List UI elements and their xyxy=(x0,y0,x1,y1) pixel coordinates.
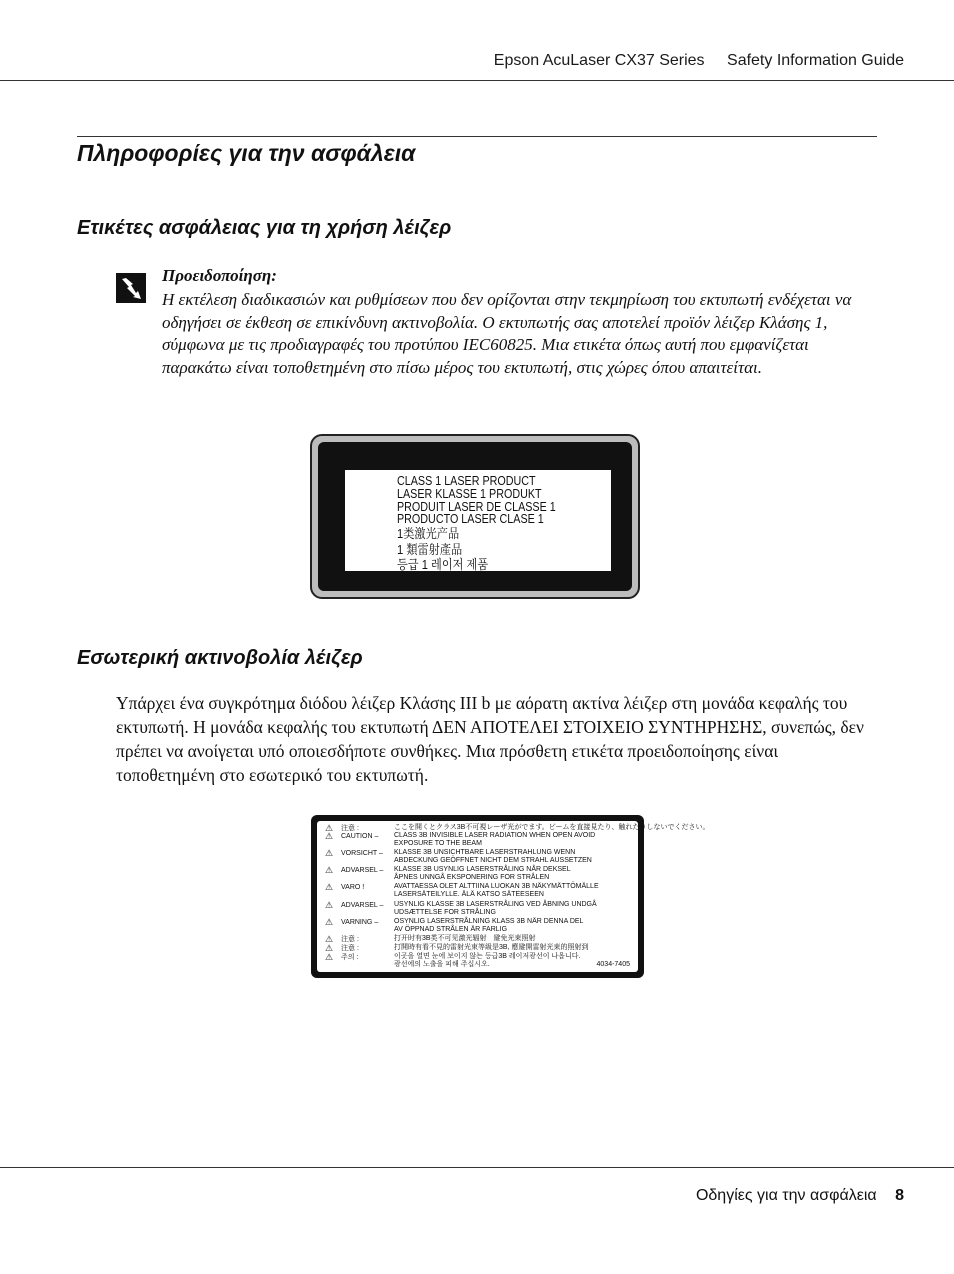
label-text-panel xyxy=(345,470,611,571)
header-rule xyxy=(0,80,954,81)
label-row-title: VARO ! xyxy=(341,884,365,891)
label-row-text: ここを開くとクラス3B不可視レーザ光がでます。ビームを直接見たり、触れたりしないでください。 xyxy=(394,824,710,831)
label-line: LASER KLASSE 1 PRODUKT xyxy=(397,486,542,501)
section-title: Πληροφορίες για την ασφάλεια xyxy=(77,140,416,166)
label-line: 1类激光产品 xyxy=(397,526,460,542)
warning-triangle-icon: ⚠ xyxy=(325,848,334,858)
internal-radiation-paragraph: Υπάρχει ένα συγκρότημα διόδου λέιζερ Κλάσης III b με αόρατη ακτίνα λέιζερ στη μονάδα κεφαλής του εκτυπωτή. Η μονάδα κεφαλής του εκτυπωτή ΔΕΝ ΑΠΟΤΕΛΕΙ ΣΤΟΙΧΕΙΟ ΣΥΝΤΗΡΗΣΗΣ, συνεπώς, δεν πρέπει να ανοίγεται υπό οποιεσδήποτε συνθήκες. Μια πρόσθετη ετικέτα προειδοποίησης είναι τοποθετημένη στο εσωτερικό του εκτυπωτή. xyxy=(116,693,864,785)
label-row-title: 注意 : xyxy=(341,825,359,832)
label-row-title: 注意 : xyxy=(341,945,359,952)
warning-triangle-icon: ⚠ xyxy=(325,831,334,841)
warning-triangle-icon: ⚠ xyxy=(325,865,334,875)
label-row-text: OSYNLIG LASERSTRÅLNING KLASS 3B NÄR DENNA DEL AV ÖPPNAD STRÅLEN ÄR FARLIG xyxy=(394,918,584,933)
warning-triangle-icon: ⚠ xyxy=(325,952,334,962)
warning-triangle-icon: ⚠ xyxy=(325,943,334,953)
page-header xyxy=(494,52,904,70)
footer-rule xyxy=(0,1167,954,1168)
warning-block xyxy=(162,265,878,380)
header-guide: Safety Information Guide xyxy=(727,52,904,69)
warning-title: Προειδοποίηση: xyxy=(162,266,277,285)
section-rule xyxy=(77,136,877,137)
label-row-text: 이곳을 열면 눈에 보이지 않는 등급3B 레이저광선이 나옵니다. 광선에의 노출을 피해 주십시오. xyxy=(394,953,581,968)
label-row-text: 打开时有3B类不可见激光辐射 避免光束照射 xyxy=(394,935,536,942)
page-number: 8 xyxy=(895,1187,904,1204)
label-row-text: 打開時有看不見的雷射光束等級是3B, 應避開雷射光束的照射到 xyxy=(394,944,589,951)
label-line: 1 類雷射產品 xyxy=(397,541,463,557)
subsection-title-internal-radiation: Εσωτερική ακτινοβολία λέιζερ xyxy=(77,647,363,669)
internal-laser-warning-label xyxy=(311,815,710,978)
warning-lightning-icon xyxy=(116,273,146,303)
label-row-text: CLASS 3B INVISIBLE LASER RADIATION WHEN OPEN AVOID EXPOSURE TO THE BEAM xyxy=(394,832,596,847)
label-row-text: USYNLIG KLASSE 3B LASERSTRÅLING VED ÅBNING UNDGÅ UDSÆTTELSE FOR STRÅLING xyxy=(394,901,597,916)
footer-text: Οδηγίες για την ασφάλεια xyxy=(695,1187,877,1204)
subsection-title-laser-labels: Ετικέτες ασφάλειας για τη χρήση λέιζερ xyxy=(77,217,452,239)
label-row-title: 주의 : xyxy=(341,954,359,961)
label-row-title: 注意 : xyxy=(341,936,359,943)
label-row-title: CAUTION – xyxy=(341,833,379,840)
label-line: 등급 1 레이저 제품 xyxy=(397,557,489,573)
page-footer xyxy=(696,1187,904,1205)
class1-laser-label xyxy=(310,434,640,599)
label-line: CLASS 1 LASER PRODUCT xyxy=(397,474,536,488)
warning-text: Η εκτέλεση διαδικασιών και ρυθμίσεων που δεν ορίζονται στην τεκμηρίωση του εκτυπωτή ενδέχεται να οδηγήσει σε έκθεση σε επικίνδυνη ακτινοβολία. Ο εκτυπωτής σας αποτελεί προϊόν λέιζερ Κλάσης 1, σύμφωνα με τις προδιαγραφές του προτύπου IEC60825. Μια ετικέτα όπως αυτή που εμφανίζεται παρακάτω είναι τοποθετημένη στο πίσω μέρος του εκτυπωτή, στις χώρες όπου απαιτείται. xyxy=(162,289,852,378)
warning-triangle-icon: ⚠ xyxy=(325,823,334,833)
label-code: 4034-7405 xyxy=(596,961,630,968)
label-row-title: ADVARSEL – xyxy=(341,867,384,874)
label-row-text: KLASSE 3B UNSICHTBARE LASERSTRAHLUNG WENN ABDECKUNG GEÖFFNET NICHT DEM STRAHL AUSSETZEN xyxy=(394,849,592,864)
header-product: Epson AcuLaser CX37 Series xyxy=(493,52,705,69)
warning-triangle-icon: ⚠ xyxy=(325,900,334,910)
warning-triangle-icon: ⚠ xyxy=(325,882,334,892)
label-row-text: AVATTAESSA OLET ALTTIINA LUOKAN 3B NÄKYMÄTTÖMÄLLE LASERSÄTEILYLLE. ÄLÄ KATSO SÄTEESEEN xyxy=(394,883,599,898)
label2-panel xyxy=(317,821,710,972)
label-row-title: ADVARSEL – xyxy=(341,902,384,909)
label-row-title: VARNING – xyxy=(341,919,379,926)
label-line: PRODUCTO LASER CLASE 1 xyxy=(397,512,544,527)
warning-triangle-icon: ⚠ xyxy=(325,917,334,927)
label-row-text: KLASSE 3B USYNLIG LASERSTRÅLING NÅR DEKSEL ÅPNES UNNGÅ EKSPONERING FOR STRÅLEN xyxy=(394,866,571,881)
warning-triangle-icon: ⚠ xyxy=(325,934,334,944)
label-line: PRODUIT LASER DE CLASSE 1 xyxy=(397,499,556,514)
label-row-title: VORSICHT – xyxy=(341,850,383,857)
